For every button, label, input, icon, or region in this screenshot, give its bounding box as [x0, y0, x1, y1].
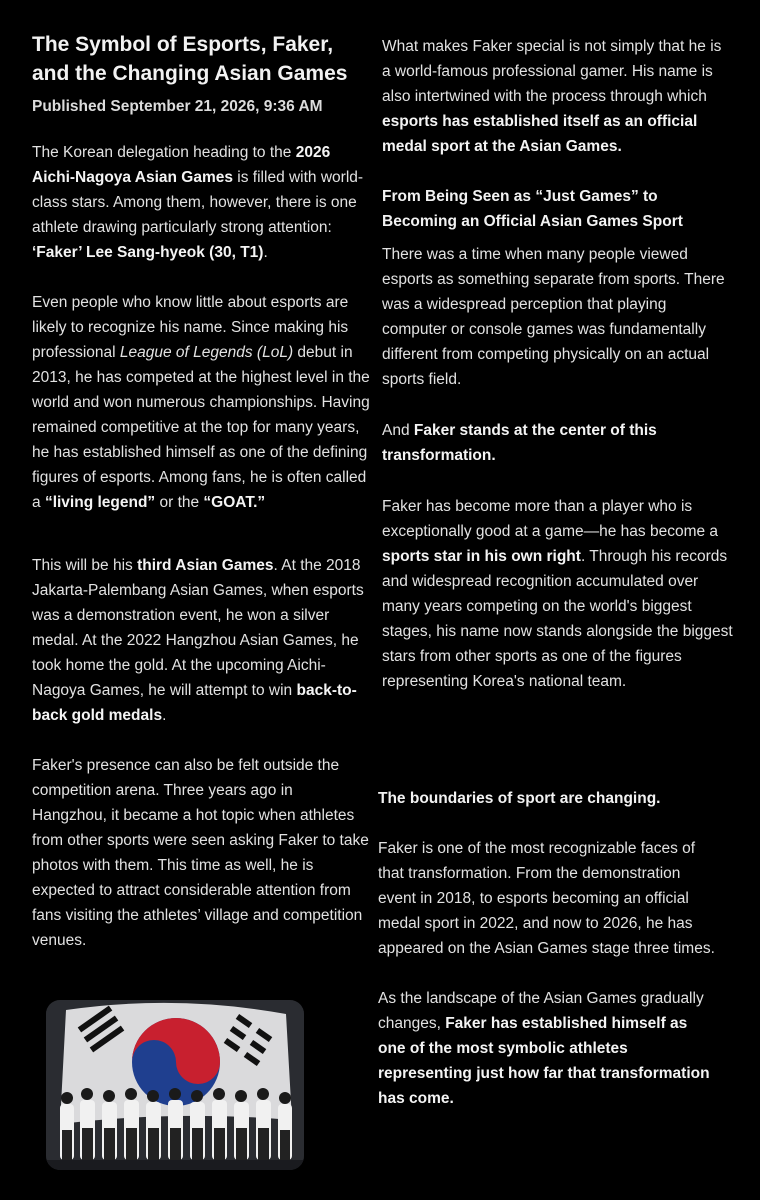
paragraph-9: Faker is one of the most recognizable faces of that transformation. From the demonstration event in 2018, to esports becoming an official medal sport in 2022, and now to 2026, he has appeared on the Asian Games stage three times. — [378, 840, 715, 957]
right-column — [382, 34, 734, 694]
team-flag-illustration — [46, 1000, 304, 1170]
subheading-1: From Being Seen as “Just Games” to Becoming an Official Asian Games Sport — [382, 188, 683, 230]
paragraph-1: The Korean delegation heading to the 2026 Aichi-Nagoya Asian Games is filled with world-class stars. Among them, however, there is one athlete drawing particularly strong attention: ‘Faker’ Lee Sang-hyeok (30, T1). — [32, 144, 364, 261]
subheading-2: The boundaries of sport are changing. — [378, 790, 661, 807]
paragraph-10: As the landscape of the Asian Games gradually changes, Faker has established himself as one of the most symbolic athletes representing just how far that transformation has come. — [378, 990, 710, 1107]
left-column — [32, 30, 370, 953]
right-column-lower — [378, 786, 718, 1111]
paragraph-7: And Faker stands at the center of this transformation. — [382, 422, 657, 464]
paragraph-5: What makes Faker special is not simply that he is a world-famous professional gamer. His name is also intertwined with the process through which esports has established itself as an official medal sport at the Asian Games. — [382, 38, 722, 155]
article-title: The Symbol of Esports, Faker, and the Changing Asian Games — [32, 33, 348, 85]
paragraph-2: Even people who know little about esports are likely to recognize his name. Since making his professional League of Legends (LoL) debut in 2013, he has competed at the highest level in the world and won numerous championships. Having remained competitive at the top for many years, he has established himself as one of the defining figures of esports. Among fans, he is often called a “living legend” or the “GOAT.” — [32, 294, 370, 511]
paragraph-4: Faker's presence can also be felt outside the competition arena. Three years ago in Hangzhou, it became a hot topic when athletes from other sports were seen asking Faker to take photos with them. This time as well, he is expected to attract considerable attention from fans visiting the athletes’ village and competition venues. — [32, 757, 369, 949]
paragraph-3: This will be his third Asian Games. At the 2018 Jakarta-Palembang Asian Games, when esports was a demonstration event, he won a silver medal. At the 2022 Hangzhou Asian Games, he took home the gold. At the upcoming Aichi-Nagoya Games, he will attempt to win back-to-back gold medals. — [32, 557, 364, 724]
paragraph-8: Faker has become more than a player who is exceptionally good at a game—he has become a sports star in his own right. Through his records and widespread recognition accumulated over many years competing on the world's biggest stages, his name now stands alongside the biggest stars from other sports as one of the figures representing Korea's national team. — [382, 498, 733, 690]
publish-date: Published September 21, 2026, 9:36 AM — [32, 98, 323, 115]
team-photo — [46, 1000, 304, 1170]
paragraph-6: There was a time when many people viewed esports as something separate from sports. There was a widespread perception that playing computer or console games was fundamentally different from competing physically on an actual sports field. — [382, 246, 725, 388]
